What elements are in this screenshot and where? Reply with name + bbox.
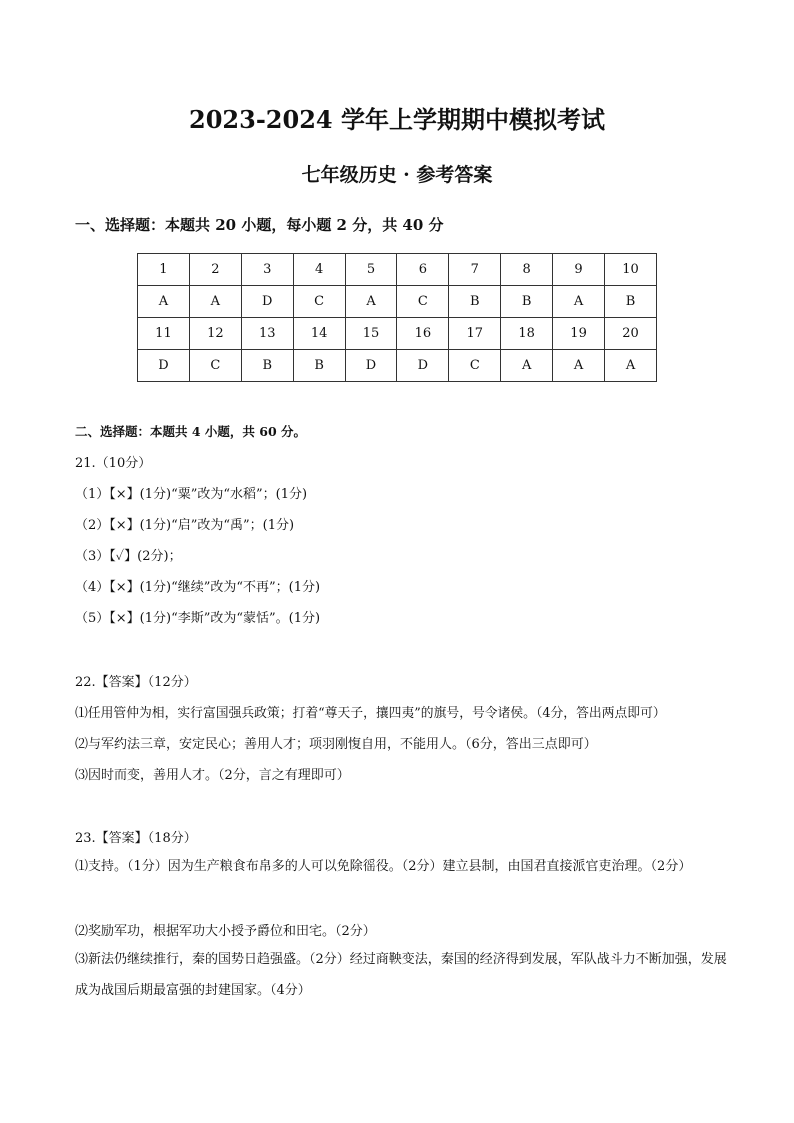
- table-cell: 7: [449, 254, 501, 286]
- table-row: [138, 286, 657, 318]
- table-cell: D: [241, 286, 293, 318]
- table-cell: A: [189, 286, 241, 318]
- table-cell: B: [293, 350, 345, 382]
- table-row: [138, 350, 657, 382]
- table-row: [138, 318, 657, 350]
- table-cell: B: [501, 286, 553, 318]
- page-title: 2023-2024 学年上学期期中模拟考试: [189, 105, 605, 134]
- table-cell: B: [605, 286, 657, 318]
- table-cell: 1: [138, 254, 190, 286]
- q22-line-2: ⑵与军约法三章，安定民心；善用人才；项羽刚愎自用，不能用人。（6分，答出三点即可）: [75, 737, 597, 752]
- table-cell: C: [293, 286, 345, 318]
- section2-heading: 二、选择题：本题共 4 小题，共 60 分。: [75, 424, 307, 439]
- table-cell: 15: [345, 318, 397, 350]
- q21-line-3: （3）【✓】(2分)；: [75, 549, 182, 564]
- table-cell: 14: [293, 318, 345, 350]
- q21-line-2: （2）【×】(1分)“启”改为“禹”；(1分): [75, 518, 295, 533]
- q21-line-5: （5）【×】(1分)“李斯”改为“蒙恬”。(1分): [75, 611, 321, 626]
- table-cell: A: [553, 286, 605, 318]
- table-cell: A: [138, 286, 190, 318]
- q23-line-1: ⑴支持。（1分）因为生产粮食布帛多的人可以免除徭役。（2分）建立县制，由国君直接派官吏治理。（2分）: [75, 859, 692, 874]
- table-cell: D: [138, 350, 190, 382]
- table-cell: 2: [189, 254, 241, 286]
- table-cell: 6: [397, 254, 449, 286]
- table-cell: D: [397, 350, 449, 382]
- page-subtitle: 七年级历史 · 参考答案: [301, 164, 493, 186]
- table-cell: D: [345, 350, 397, 382]
- table-cell: A: [345, 286, 397, 318]
- answer-table: [137, 253, 657, 382]
- table-cell: 12: [189, 318, 241, 350]
- table-cell: 20: [605, 318, 657, 350]
- table-cell: C: [397, 286, 449, 318]
- table-cell: 17: [449, 318, 501, 350]
- table-cell: A: [553, 350, 605, 382]
- section1-heading: 一、选择题：本题共 20 小题，每小题 2 分，共 40 分: [75, 216, 444, 234]
- q23-line-2: ⑵奖励军功，根据军功大小授予爵位和田宅。（2分）: [75, 924, 376, 939]
- table-cell: 4: [293, 254, 345, 286]
- table-cell: 11: [138, 318, 190, 350]
- q21-header: 21.（10分）: [75, 456, 152, 471]
- table-cell: 3: [241, 254, 293, 286]
- table-cell: 19: [553, 318, 605, 350]
- table-cell: A: [501, 350, 553, 382]
- q23-line-3: ⑶新法仍继续推行，秦的国势日趋强盛。（2分）经过商鞅变法，秦国的经济得到发展，军队战斗力不断加强，发展成为战国后期最富强的封建国家。（4分）: [75, 952, 727, 998]
- table-cell: B: [449, 286, 501, 318]
- q23-header: 23.【答案】（18分）: [75, 831, 197, 846]
- table-cell: 8: [501, 254, 553, 286]
- q21-line-4: （4）【×】(1分)“继续”改为“不再”；(1分): [75, 580, 321, 595]
- table-cell: A: [605, 350, 657, 382]
- q22-line-1: ⑴任用管仲为相，实行富国强兵政策；打着“尊天子，攘四夷”的旗号，号令诸侯。（4分，答出两点即可）: [75, 706, 666, 721]
- table-row: [138, 254, 657, 286]
- q22-line-3: ⑶因时而变，善用人才。（2分，言之有理即可）: [75, 768, 350, 783]
- table-cell: C: [189, 350, 241, 382]
- table-cell: 10: [605, 254, 657, 286]
- table-cell: C: [449, 350, 501, 382]
- table-cell: 5: [345, 254, 397, 286]
- table-cell: 13: [241, 318, 293, 350]
- q22-header: 22.【答案】（12分）: [75, 675, 197, 690]
- table-cell: 18: [501, 318, 553, 350]
- table-cell: 16: [397, 318, 449, 350]
- table-cell: 9: [553, 254, 605, 286]
- q21-line-1: （1）【×】(1分)“粟”改为“水稻”；(1分): [75, 487, 308, 502]
- table-cell: B: [241, 350, 293, 382]
